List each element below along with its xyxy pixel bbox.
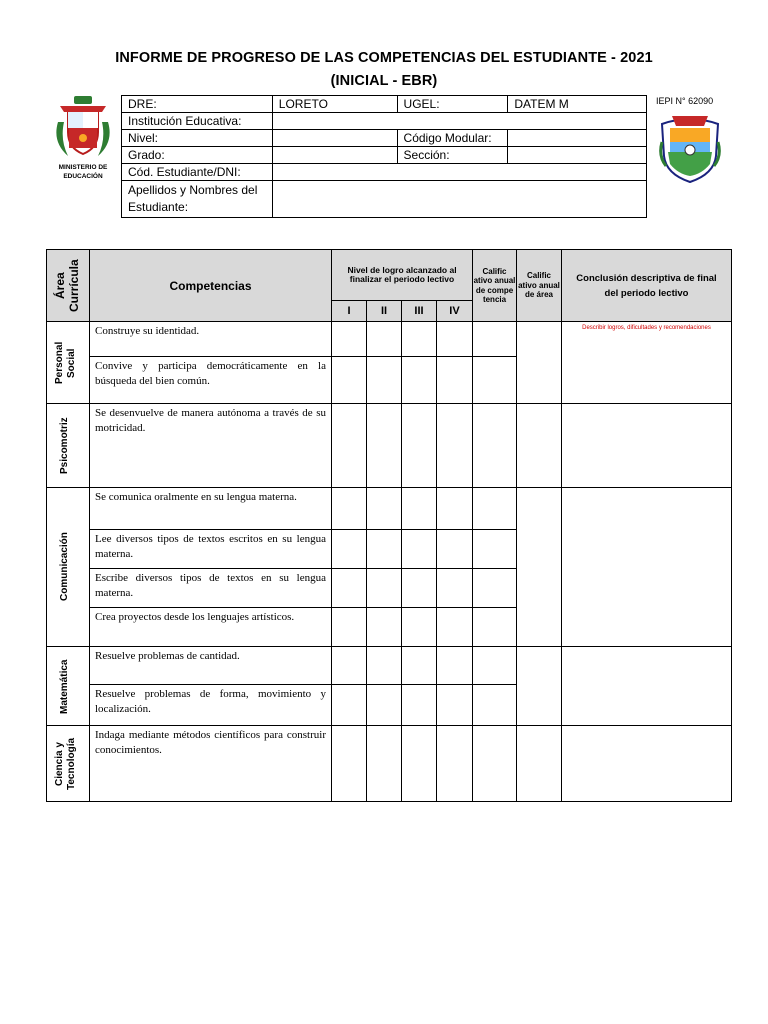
level-cell-3[interactable] bbox=[402, 608, 437, 647]
competency-text: Crea proyectos desde los lenguajes artísticos. bbox=[90, 608, 332, 647]
level-cell-4[interactable] bbox=[437, 357, 473, 404]
calif-competencia-cell[interactable] bbox=[473, 488, 517, 530]
level-cell-1[interactable] bbox=[332, 404, 367, 488]
area-header: Área Currícula bbox=[47, 250, 90, 322]
school-shield-icon bbox=[658, 112, 722, 184]
level-cell-3[interactable] bbox=[402, 569, 437, 608]
school-code: IEPI N° 62090 bbox=[656, 96, 714, 106]
level-cell-3[interactable] bbox=[402, 530, 437, 569]
level-cell-1[interactable] bbox=[332, 488, 367, 530]
area-cell bbox=[47, 322, 90, 404]
table-row bbox=[47, 647, 732, 685]
nivel-logro-header: Nivel de logro alcanzado al finalizar el periodo lectivo bbox=[332, 250, 473, 301]
level-cell-4[interactable] bbox=[437, 647, 473, 685]
area-cell bbox=[47, 488, 90, 647]
institution-label: Institución Educativa: bbox=[122, 113, 273, 130]
level-cell-3[interactable] bbox=[402, 357, 437, 404]
table-row bbox=[47, 726, 732, 802]
level-cell-2[interactable] bbox=[367, 647, 402, 685]
calif-competencia-cell[interactable] bbox=[473, 357, 517, 404]
calif-competencia-cell[interactable] bbox=[473, 530, 517, 569]
level-cell-1[interactable] bbox=[332, 608, 367, 647]
level-cell-4[interactable] bbox=[437, 530, 473, 569]
level-cell-1[interactable] bbox=[332, 685, 367, 726]
level-cell-2[interactable] bbox=[367, 404, 402, 488]
codigo-modular-field[interactable] bbox=[508, 130, 647, 147]
grado-label: Grado: bbox=[122, 147, 273, 164]
student-name-label: Apellidos y Nombres del Estudiante: bbox=[122, 181, 273, 218]
ministry-label: MINISTERIO DE EDUCACIÓN bbox=[58, 164, 108, 180]
level-cell-4[interactable] bbox=[437, 685, 473, 726]
level-cell-3[interactable] bbox=[402, 322, 437, 357]
conclusion-cell[interactable] bbox=[562, 726, 732, 802]
student-code-field[interactable] bbox=[272, 164, 646, 181]
table-row bbox=[47, 322, 732, 357]
calif-competencia-header: Calific ativo anual de compe tencia bbox=[473, 250, 517, 322]
calif-competencia-cell[interactable] bbox=[473, 726, 517, 802]
calif-competencia-cell[interactable] bbox=[473, 685, 517, 726]
student-name-field[interactable] bbox=[272, 181, 646, 218]
nivel-label: Nivel: bbox=[122, 130, 273, 147]
level-cell-1[interactable] bbox=[332, 647, 367, 685]
area-name: Personal Social bbox=[54, 341, 77, 384]
competency-text: Indaga mediante métodos científicos para construir conocimientos. bbox=[90, 726, 332, 802]
competency-text: Lee diversos tipos de textos escritos en su lengua materna. bbox=[90, 530, 332, 569]
area-name: Matemática bbox=[59, 658, 70, 714]
calif-area-cell[interactable] bbox=[517, 726, 562, 802]
nivel-field[interactable] bbox=[272, 130, 397, 147]
area-name: Ciencia y Tecnología bbox=[54, 737, 77, 790]
conclusion-header: Conclusión descriptiva de final del periodo lectivo bbox=[562, 250, 732, 322]
table-row bbox=[47, 488, 732, 530]
area-name: Psicomotriz bbox=[59, 417, 70, 474]
level-cell-2[interactable] bbox=[367, 685, 402, 726]
calif-area-cell[interactable] bbox=[517, 322, 562, 404]
calif-competencia-cell[interactable] bbox=[473, 569, 517, 608]
level-cell-2[interactable] bbox=[367, 726, 402, 802]
seccion-label: Sección: bbox=[397, 147, 508, 164]
competency-text: Se comunica oralmente en su lengua materna. bbox=[90, 488, 332, 530]
calif-competencia-cell[interactable] bbox=[473, 404, 517, 488]
competencies-table bbox=[46, 249, 732, 802]
level-header-4: IV bbox=[437, 301, 473, 322]
calif-competencia-cell[interactable] bbox=[473, 322, 517, 357]
level-cell-1[interactable] bbox=[332, 569, 367, 608]
competencias-header: Competencias bbox=[90, 250, 332, 322]
area-cell bbox=[47, 404, 90, 488]
area-name: Comunicación bbox=[59, 532, 70, 602]
calif-area-header: Calific ativo anual de área bbox=[517, 250, 562, 322]
level-cell-2[interactable] bbox=[367, 608, 402, 647]
student-code-label: Cód. Estudiante/DNI: bbox=[122, 164, 273, 181]
dre-value[interactable]: LORETO bbox=[272, 96, 397, 113]
competency-text: Resuelve problemas de forma, movimiento y localización. bbox=[90, 685, 332, 726]
level-cell-4[interactable] bbox=[437, 608, 473, 647]
level-cell-1[interactable] bbox=[332, 322, 367, 357]
level-cell-2[interactable] bbox=[367, 488, 402, 530]
conclusion-cell[interactable] bbox=[562, 322, 732, 404]
dre-label: DRE: bbox=[122, 96, 273, 113]
level-cell-4[interactable] bbox=[437, 322, 473, 357]
ugel-value[interactable]: DATEM M bbox=[508, 96, 647, 113]
level-cell-2[interactable] bbox=[367, 322, 402, 357]
student-info-table bbox=[121, 95, 647, 218]
calif-area-cell[interactable] bbox=[517, 404, 562, 488]
calif-area-cell[interactable] bbox=[517, 488, 562, 647]
competency-text: Resuelve problemas de cantidad. bbox=[90, 647, 332, 685]
conclusion-note: Describir logros, dificultades y recomendaciones bbox=[582, 325, 711, 331]
area-cell bbox=[47, 726, 90, 802]
report-title: INFORME DE PROGRESO DE LAS COMPETENCIAS DEL ESTUDIANTE - 2021 bbox=[115, 50, 653, 66]
level-header-1: I bbox=[332, 301, 367, 322]
level-cell-4[interactable] bbox=[437, 569, 473, 608]
conclusion-cell[interactable] bbox=[562, 647, 732, 726]
report-subtitle: (INICIAL - EBR) bbox=[330, 73, 438, 89]
level-cell-3[interactable] bbox=[402, 647, 437, 685]
institution-field[interactable] bbox=[272, 113, 646, 130]
level-cell-2[interactable] bbox=[367, 357, 402, 404]
level-cell-3[interactable] bbox=[402, 685, 437, 726]
level-cell-1[interactable] bbox=[332, 530, 367, 569]
codigo-modular-label: Código Modular: bbox=[397, 130, 508, 147]
peru-coat-of-arms-icon bbox=[50, 92, 116, 162]
conclusion-cell[interactable] bbox=[562, 404, 732, 488]
competency-text: Escribe diversos tipos de textos en su lengua materna. bbox=[90, 569, 332, 608]
level-header-2: II bbox=[367, 301, 402, 322]
level-cell-1[interactable] bbox=[332, 726, 367, 802]
level-cell-4[interactable] bbox=[437, 404, 473, 488]
ugel-label: UGEL: bbox=[397, 96, 508, 113]
seccion-field[interactable] bbox=[508, 147, 647, 164]
calif-area-cell[interactable] bbox=[517, 647, 562, 726]
level-cell-4[interactable] bbox=[437, 488, 473, 530]
calif-competencia-cell[interactable] bbox=[473, 647, 517, 685]
area-cell bbox=[47, 647, 90, 726]
level-header-3: III bbox=[402, 301, 437, 322]
competency-text: Convive y participa democráticamente en la búsqueda del bien común. bbox=[90, 357, 332, 404]
level-cell-2[interactable] bbox=[367, 530, 402, 569]
grado-field[interactable] bbox=[272, 147, 397, 164]
table-row bbox=[47, 404, 732, 488]
level-cell-2[interactable] bbox=[367, 569, 402, 608]
calif-competencia-cell[interactable] bbox=[473, 608, 517, 647]
level-cell-3[interactable] bbox=[402, 488, 437, 530]
level-cell-1[interactable] bbox=[332, 357, 367, 404]
conclusion-cell[interactable] bbox=[562, 488, 732, 647]
level-cell-4[interactable] bbox=[437, 726, 473, 802]
competency-text: Construye su identidad. bbox=[90, 322, 332, 357]
competency-text: Se desenvuelve de manera autónoma a través de su motricidad. bbox=[90, 404, 332, 488]
level-cell-3[interactable] bbox=[402, 404, 437, 488]
level-cell-3[interactable] bbox=[402, 726, 437, 802]
